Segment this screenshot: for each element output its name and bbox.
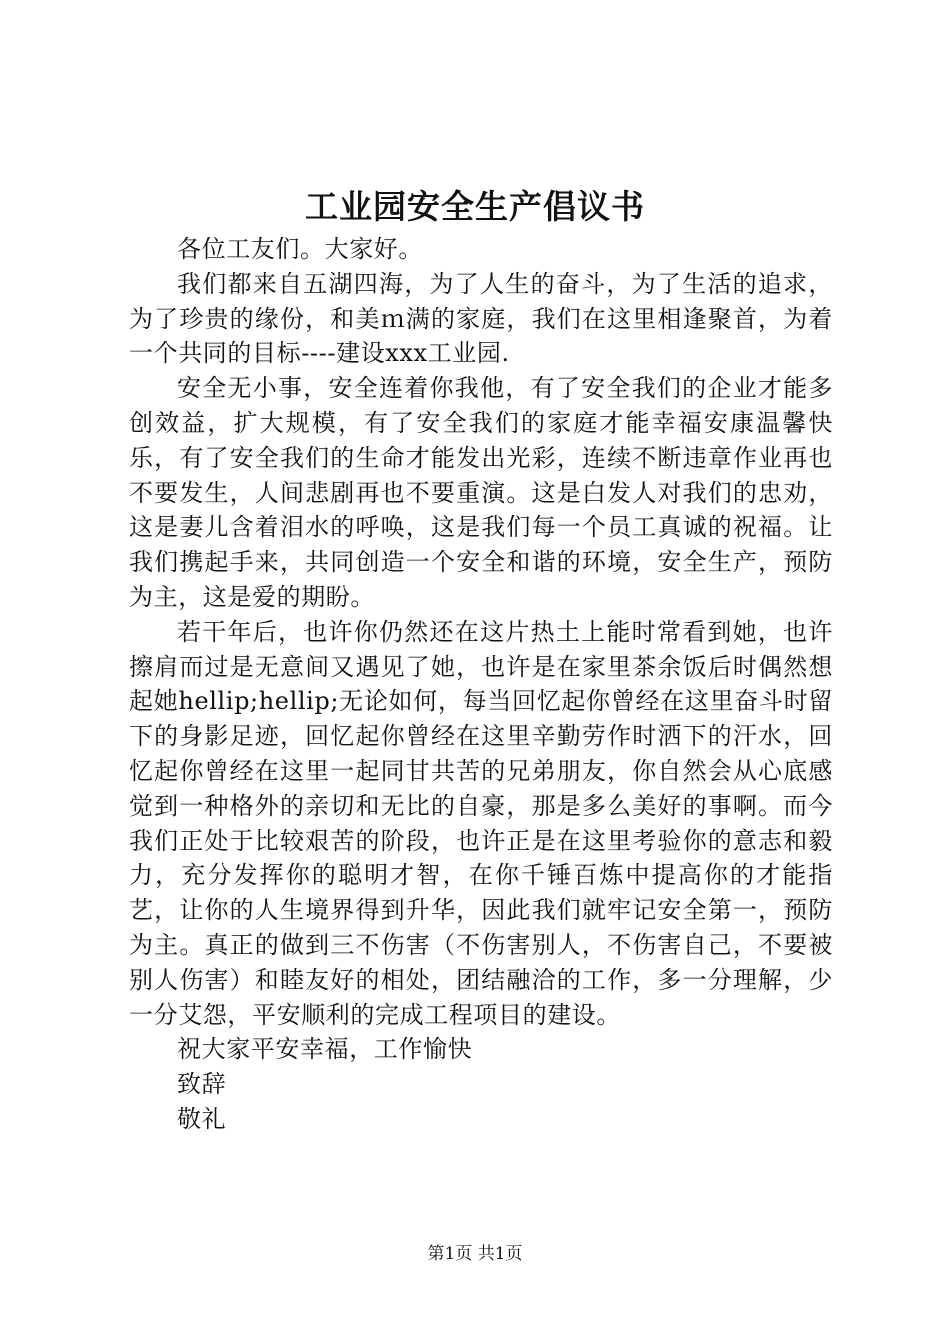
closing-line: 致辞 xyxy=(177,1070,227,1099)
document-title: 工业园安全生产倡议书 xyxy=(305,187,645,226)
safety-paragraph: 安全无小事，安全连着你我他，有了安全我们的企业才能多创效益，扩大规模，有了安全我们的家庭才能幸福安康温馨快乐，有了安全我们的生命才能发出光彩，连续不断违章作业再也不要发生，人间悲剧再也不要重演。这是白发人对我们的忠劝，这是妻儿含着泪水的呼唤，这是我们每一个员工真诚的祝福。让我们携起手来，共同创造一个安全和谐的环境，安全生产，预防为主，这是爱的期盼。 xyxy=(129,374,833,611)
page-number-footer: 第1页 共1页 xyxy=(427,1244,523,1264)
intro-paragraph: 我们都来自五湖四海，为了人生的奋斗，为了生活的追求，为了珍贵的缘份，和美ｍ满的家庭，我们在这里相逢聚首，为着一个共同的目标----建设xxx工业园. xyxy=(129,269,833,368)
salute-line: 敬礼 xyxy=(177,1104,227,1133)
document-body xyxy=(129,232,833,1137)
wishes-line: 祝大家平安幸福，工作愉快 xyxy=(177,1035,473,1064)
greeting-paragraph: 各位工友们。大家好。 xyxy=(177,235,423,263)
future-paragraph: 若干年后，也许你仍然还在这片热土上能时常看到她，也许擦肩而过是无意间又遇见了她，也许是在家里茶余饭后时偶然想起她hellip;hellip;无论如何，每当回忆起你曾经在这里奋斗时留下的身影足迹，回忆起你曾经在这里辛勤劳作时洒下的汗水，回忆起你曾经在这里一起同甘共苦的兄弟朋友，你自然会从心底感觉到一种格外的亲切和无比的自豪，那是多么美好的事啊。而今我们正处于比较艰苦的阶段，也许正是在这里考验你的意志和毅力，充分发挥你的聪明才智，在你千锤百炼中提高你的才能指艺，让你的人生境界得到升华，因此我们就牢记安全第一，预防为主。真正的做到三不伤害（不伤害别人，不伤害自己，不要被别人伤害）和睦友好的相处，团结融洽的工作，多一分理解，少一分艾怨，平安顺利的完成工程项目的建设。 xyxy=(129,617,833,1029)
